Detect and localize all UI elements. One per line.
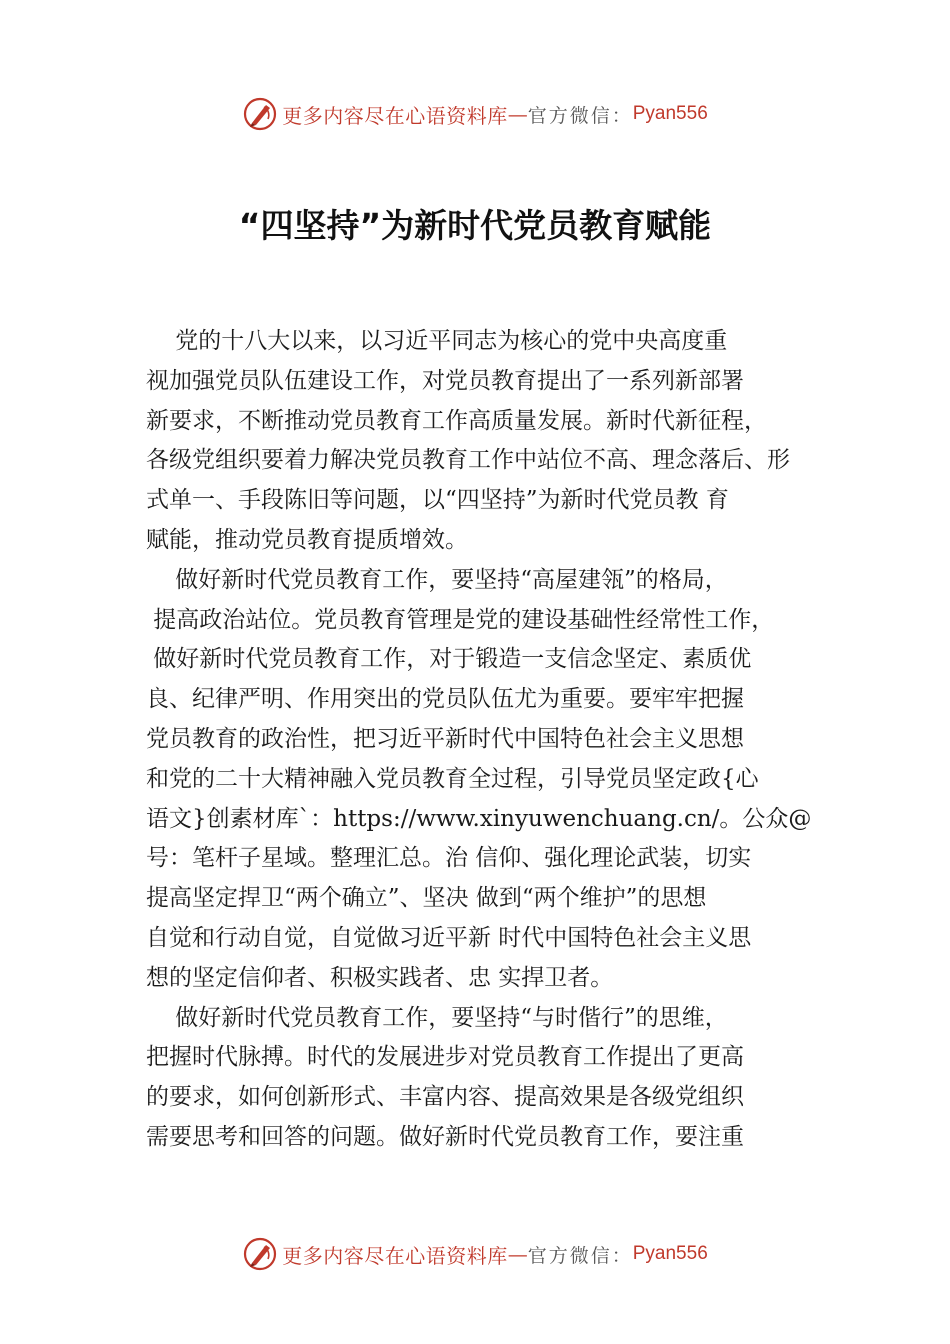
body-line: 赋能，推动党员教育提质增效。 <box>146 526 468 553</box>
body-line: 和党的二十大精神融入党员教育全过程，引导党员坚定政{心 <box>146 765 759 792</box>
footer-dash: — <box>507 1242 528 1266</box>
header-wechat-label: 官方微信： <box>527 104 633 127</box>
header-brand-text: 更多内容尽在心语资料库 <box>282 103 508 128</box>
footer-wechat-label: 官方微信： <box>527 1244 633 1267</box>
body-line: 做好新时代党员教育工作，对于锻造一支信念坚定、素质优 <box>146 646 752 673</box>
body-line: 语文}创素材库`：https://www.xinyuwenchuang.cn/。公众@ <box>146 805 812 832</box>
pen-logo-icon <box>242 1236 278 1272</box>
footer-banner <box>0 1234 950 1274</box>
body-line: 提高政治站位。党员教育管理是党的建设基础性经常性工作， <box>146 606 775 633</box>
document-body <box>146 322 836 1158</box>
body-line: 式单一、手段陈旧等问题，以“四坚持”为新时代党员教 育 <box>146 487 729 514</box>
body-line: 自觉和行动自觉，自觉做习近平新 时代中国特色社会主义思 <box>146 924 752 951</box>
body-line: 做好新时代党员教育工作，要坚持“与时偕行”的思维， <box>146 1004 728 1031</box>
body-line: 党员教育的政治性，把习近平新时代中国特色社会主义思想 <box>146 725 744 752</box>
body-line: 提高坚定捍卫“两个确立”、坚决 做到“两个维护”的思想 <box>146 885 707 912</box>
header-dash: — <box>507 102 528 126</box>
header-banner <box>0 94 950 134</box>
body-line: 的要求，如何创新形式、丰富内容、提高效果是各级党组织 <box>146 1084 744 1111</box>
body-line: 视加强党员队伍建设工作，对党员教育提出了一系列新部署 <box>146 367 744 394</box>
body-line: 想的坚定信仰者、积极实践者、忠 实捍卫者。 <box>146 964 614 991</box>
body-line: 做好新时代党员教育工作，要坚持“高屋建瓴”的格局， <box>146 566 728 593</box>
document-title: “四坚持”为新时代党员教育赋能 <box>238 206 712 245</box>
body-line: 新要求，不断推动党员教育工作高质量发展。新时代新征程， <box>146 407 767 434</box>
header-wechat-id: Pyan556 <box>632 103 708 124</box>
body-line: 各级党组织要着力解决党员教育工作中站位不高、理念落后、形 <box>146 447 790 474</box>
body-line: 需要思考和回答的问题。做好新时代党员教育工作，要注重 <box>146 1123 744 1150</box>
body-line: 把握时代脉搏。时代的发展进步对党员教育工作提出了更高 <box>146 1044 744 1071</box>
footer-wechat-id: Pyan556 <box>632 1243 708 1264</box>
body-line: 号：笔杆子星域。整理汇总。治 信仰、强化理论武装，切实 <box>146 845 752 872</box>
footer-brand-text: 更多内容尽在心语资料库 <box>282 1243 508 1268</box>
pen-logo-icon <box>242 96 278 132</box>
body-line: 党的十八大以来，以习近平同志为核心的党中央高度重 <box>146 328 728 354</box>
body-line: 良、纪律严明、作用突出的党员队伍尤为重要。要牢牢把握 <box>146 686 744 713</box>
